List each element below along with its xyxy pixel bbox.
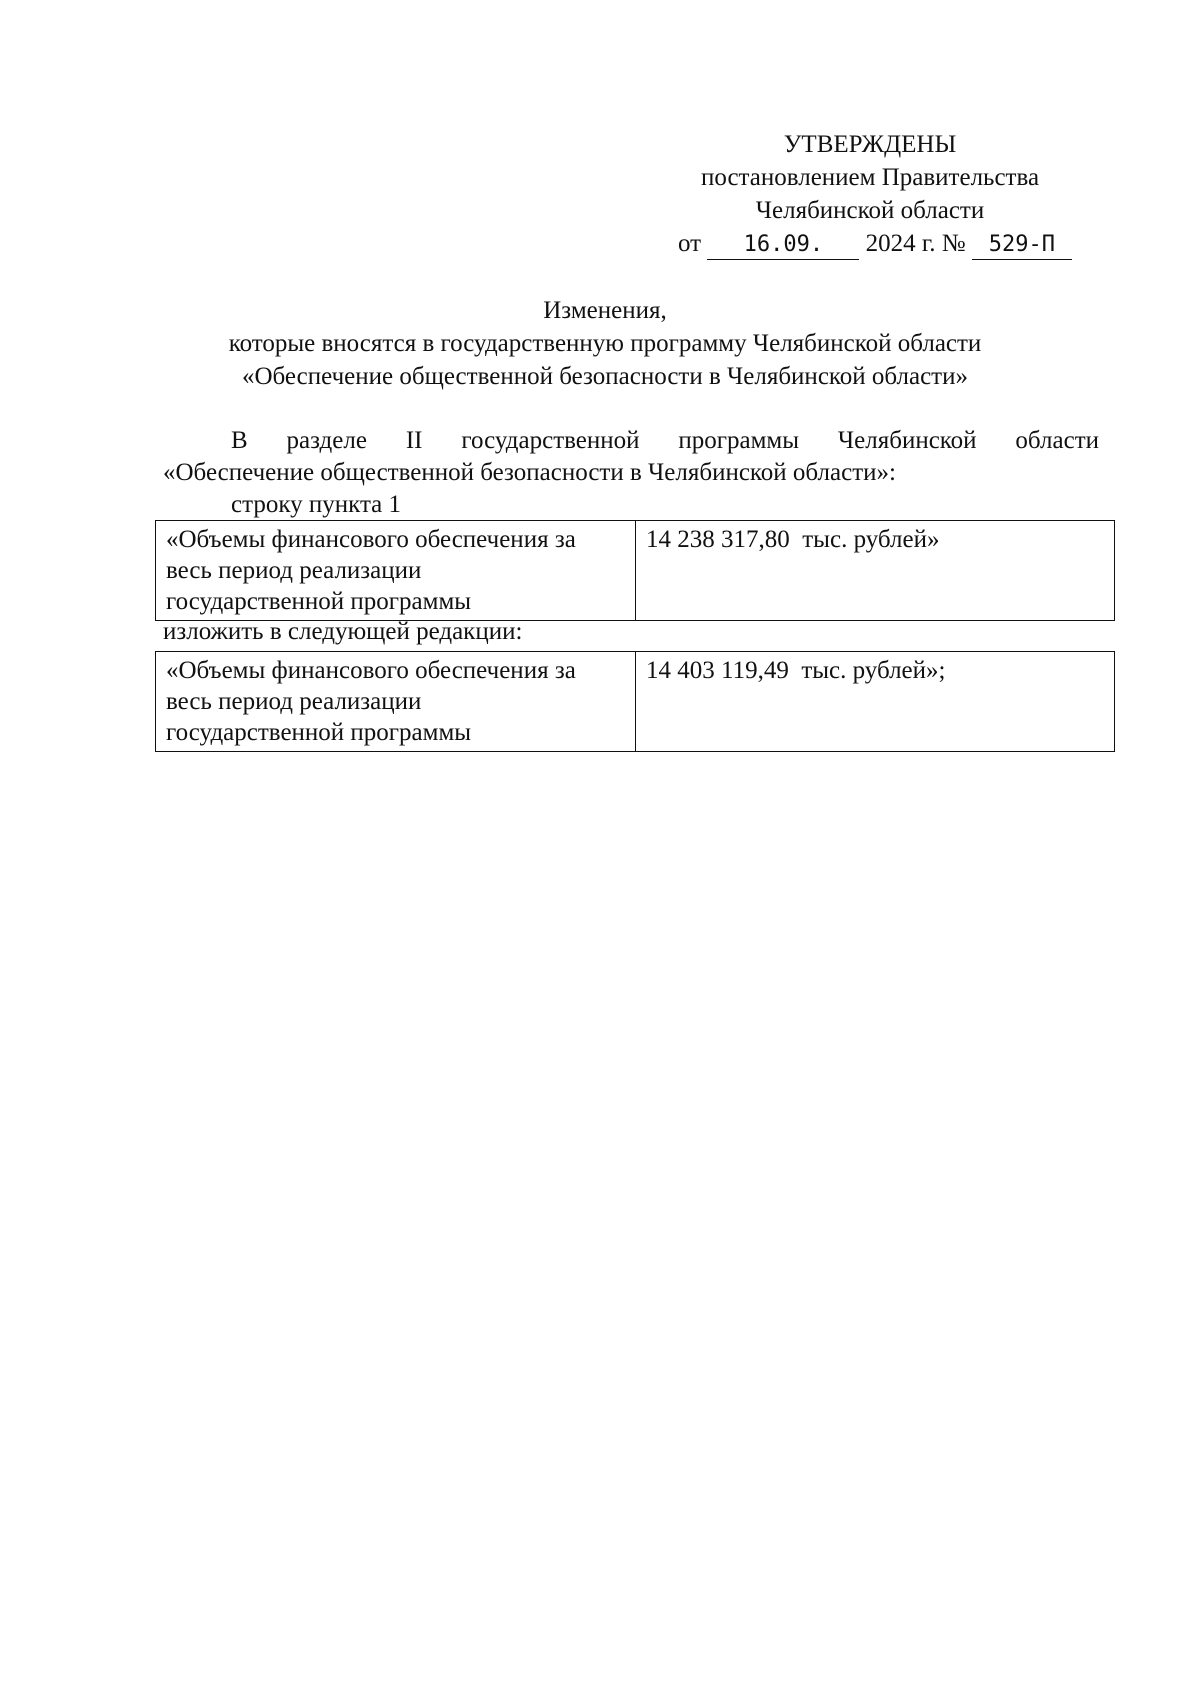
new-label-line-1: «Объемы финансового обеспечения за bbox=[166, 657, 576, 684]
new-label-line-3: государственной программы bbox=[166, 719, 472, 746]
table-row bbox=[156, 521, 1115, 621]
heading-line-1: Изменения, bbox=[543, 297, 667, 324]
old-row-value bbox=[636, 521, 1115, 621]
old-row-table bbox=[155, 520, 1115, 621]
old-label-line-3: государственной программы bbox=[166, 588, 472, 615]
approval-title: УТВЕРЖДЕНЫ bbox=[783, 131, 957, 158]
date-value: 16.09. bbox=[707, 231, 859, 260]
approval-block bbox=[680, 128, 1060, 260]
date-prefix: от bbox=[678, 230, 702, 257]
table-row bbox=[156, 652, 1115, 752]
approval-date-line bbox=[678, 227, 1060, 260]
approval-line-2: Челябинской области bbox=[755, 197, 985, 224]
paragraph-line-1: В разделе II государственной программы Челябинской области bbox=[231, 427, 1099, 454]
new-row-value bbox=[636, 652, 1115, 752]
year-text: 2024 г. № bbox=[865, 230, 966, 257]
old-row-label bbox=[156, 521, 636, 621]
approval-line-1: постановлением Правительства bbox=[700, 164, 1040, 191]
new-row-table bbox=[155, 651, 1115, 752]
old-label-line-1: «Объемы финансового обеспечения за bbox=[166, 526, 576, 553]
new-label-line-2: весь период реализации bbox=[166, 688, 422, 715]
replace-intro: изложить в следующей редакции: bbox=[163, 618, 523, 645]
paragraph-line-2: «Обеспечение общественной безопасности в Челябинской области»: bbox=[163, 459, 896, 486]
new-value-text: 14 403 119,49 тыс. рублей»; bbox=[646, 657, 946, 684]
new-row-label bbox=[156, 652, 636, 752]
old-label-line-2: весь период реализации bbox=[166, 557, 422, 584]
heading-line-3: «Обеспечение общественной безопасности в Челябинской области» bbox=[241, 363, 968, 390]
heading-line-2: которые вносятся в государственную программу Челябинской области bbox=[228, 330, 982, 357]
row-intro: строку пункта 1 bbox=[231, 491, 402, 518]
document-heading bbox=[150, 294, 1060, 393]
old-value-text: 14 238 317,80 тыс. рублей» bbox=[646, 526, 940, 553]
decree-number: 529-П bbox=[972, 231, 1072, 260]
body-paragraph bbox=[163, 425, 1099, 521]
